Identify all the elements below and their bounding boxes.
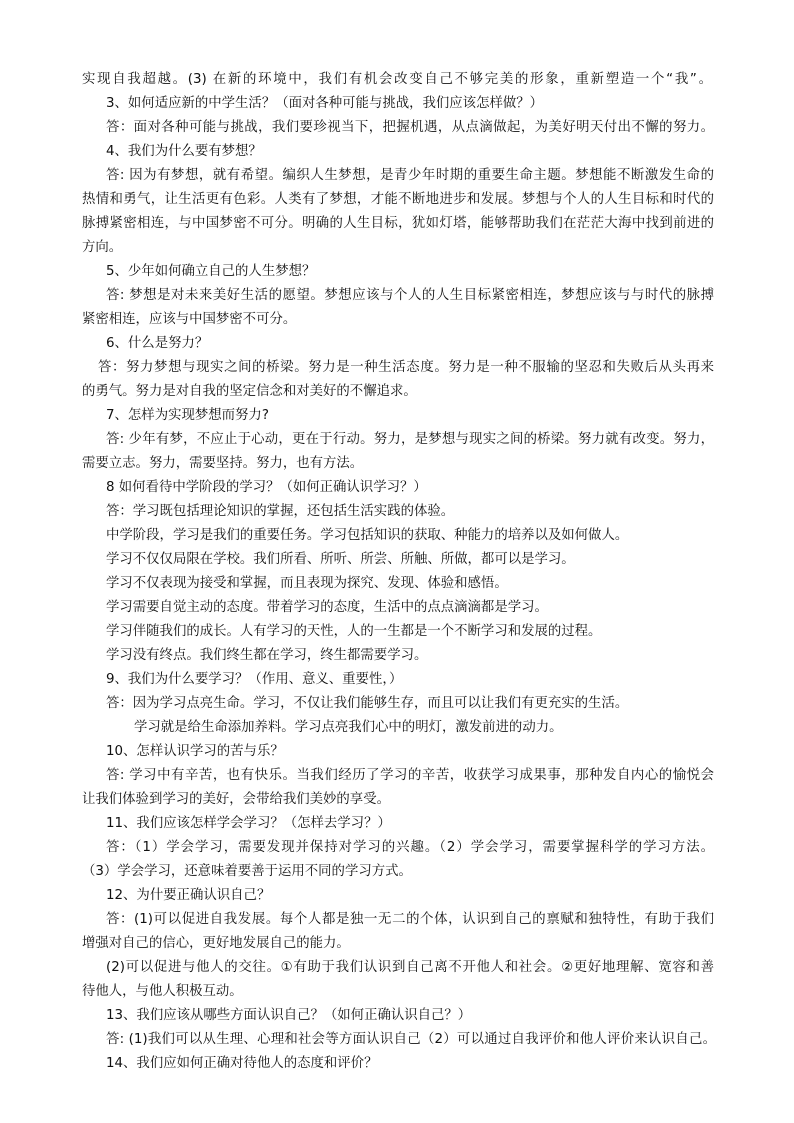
text-line: (2)可以促进与他人的交往。①有助于我们认识到自己离不开他人和社会。②更好地理解、宽容和善 <box>106 960 714 975</box>
text-line: 12、为什要正确认识自己？ <box>106 888 271 903</box>
text-line: 9、我们为什么要学习？（作用、意义、重要性，） <box>106 672 403 687</box>
text-line: 4、我们为什么要有梦想？ <box>106 144 262 159</box>
text-line: 方向。 <box>82 240 123 255</box>
text-line: 答：努力梦想与现实之间的桥梁。努力是一种生活态度。努力是一种不服输的坚忍和失败后从头再来 <box>98 360 714 375</box>
text-line: （3）学会学习，还意味着要善于运用不同的学习方式。 <box>82 864 412 879</box>
text-line: 答: 因为有梦想，就有希望。编织人生梦想，是青少年时期的重要生命主题。梦想能不断激发生命的 <box>106 168 714 183</box>
text-line: 学习不仅仅局限在学校。我们所看、所听、所尝、所触、所做，都可以是学习。 <box>106 552 575 567</box>
text-line: 脉搏紧密相连，与中国梦密不可分。明确的人生目标，犹如灯塔，能够帮助我们在茫茫大海中找到前进的 <box>82 216 714 231</box>
text-line: 14、我们应如何正确对待他人的态度和评价？ <box>106 1056 378 1071</box>
text-line: 答: 学习中有辛苦，也有快乐。当我们经历了学习的辛苦，收获学习成果事，那种发自内心的愉悦会 <box>106 768 714 783</box>
text-line: 答：面对各种可能与挑战，我们要珍视当下，把握机遇，从点滴做起，为美好明天付出不懈的努力。 <box>106 120 714 135</box>
text-line: 学习不仅表现为接受和掌握，而且表现为探究、发现、体验和感悟。 <box>106 576 508 591</box>
text-line: 待他人，与他人积极互动。 <box>82 984 243 999</box>
text-line: 6、什么是努力？ <box>106 336 209 351</box>
text-line: 让我们体验到学习的美好，会带给我们美妙的享受。 <box>82 792 390 807</box>
text-line: 答: 少年有梦，不应止于心动，更在于行动。努力，是梦想与现实之间的桥梁。努力就有改变。努力， <box>106 432 714 447</box>
text-line: 需要立志。努力，需要坚持。努力，也有方法。 <box>82 456 364 471</box>
text-line: 3、如何适应新的中学生活？（面对各种可能与挑战，我们应该怎样做？） <box>106 96 544 111</box>
text-line: 7、怎样为实现梦想而努力? <box>106 408 269 423</box>
text-line: 中学阶段，学习是我们的重要任务。学习包括知识的获取、种能力的培养以及如何做人。 <box>106 528 629 543</box>
text-line: 8 如何看待中学阶段的学习？（如何正确认识学习？） <box>106 480 427 495</box>
text-line: 学习没有终点。我们终生都在学习，终生都需要学习。 <box>106 648 428 663</box>
text-line: 5、少年如何确立自己的人生梦想？ <box>106 264 316 279</box>
text-line: 答：(1)可以促进自我发展。每个人都是独一无二的个体，认识到自己的禀赋和独特性，有助于我们 <box>106 912 714 927</box>
text-line: 10、怎样认识学习的苦与乐？ <box>106 744 284 759</box>
text-line: 13、我们应该从哪些方面认识自己？（如何正确认识自己？） <box>106 1008 472 1023</box>
text-line: 答: 梦想是对未来美好生活的愿望。梦想应该与个人的人生目标紧密相连，梦想应该与与时代的脉搏 <box>106 288 714 303</box>
text-line: 学习就是给生命添加养料。学习点亮我们心中的明灯，激发前进的动力。 <box>134 720 563 735</box>
text-line: 学习需要自觉主动的态度。带着学习的态度，生活中的点点滴滴都是学习。 <box>106 600 548 615</box>
text-line: 紧密相连，应该与中国梦密不可分。 <box>82 312 297 327</box>
text-line: 热情和勇气，让生活更有色彩。人类有了梦想，才能不断地进步和发展。梦想与个人的人生目标和时代的 <box>82 192 714 207</box>
text-line: 答：（1）学会学习，需要发现并保持对学习的兴趣。（2）学会学习，需要掌握科学的学习方法。 <box>106 840 714 855</box>
text-line: 的勇气。努力是对自我的坚定信念和对美好的不懈追求。 <box>82 384 417 399</box>
text-line: 答：因为学习点亮生命。学习，不仅让我们能够生存，而且可以让我们有更充实的生活。 <box>106 696 629 711</box>
text-line: 实现自我超越。(3) 在新的环境中，我们有机会改变自己不够完美的形象，重新塑造一个“我”。 <box>82 72 712 87</box>
text-line: 答：学习既包括理论知识的掌握，还包括生活实践的体验。 <box>106 504 455 519</box>
text-line: 学习伴随我们的成长。人有学习的天性，人的一生都是一个不断学习和发展的过程。 <box>106 624 602 639</box>
text-line: 11、我们应该怎样学会学习？（怎样去学习？） <box>106 816 391 831</box>
text-line: 增强对自己的信心，更好地发展自己的能力。 <box>82 936 350 951</box>
text-line: 答: (1)我们可以从生理、心理和社会等方面认识自己（2）可以通过自我评价和他人评价来认识自己。 <box>106 1032 716 1047</box>
